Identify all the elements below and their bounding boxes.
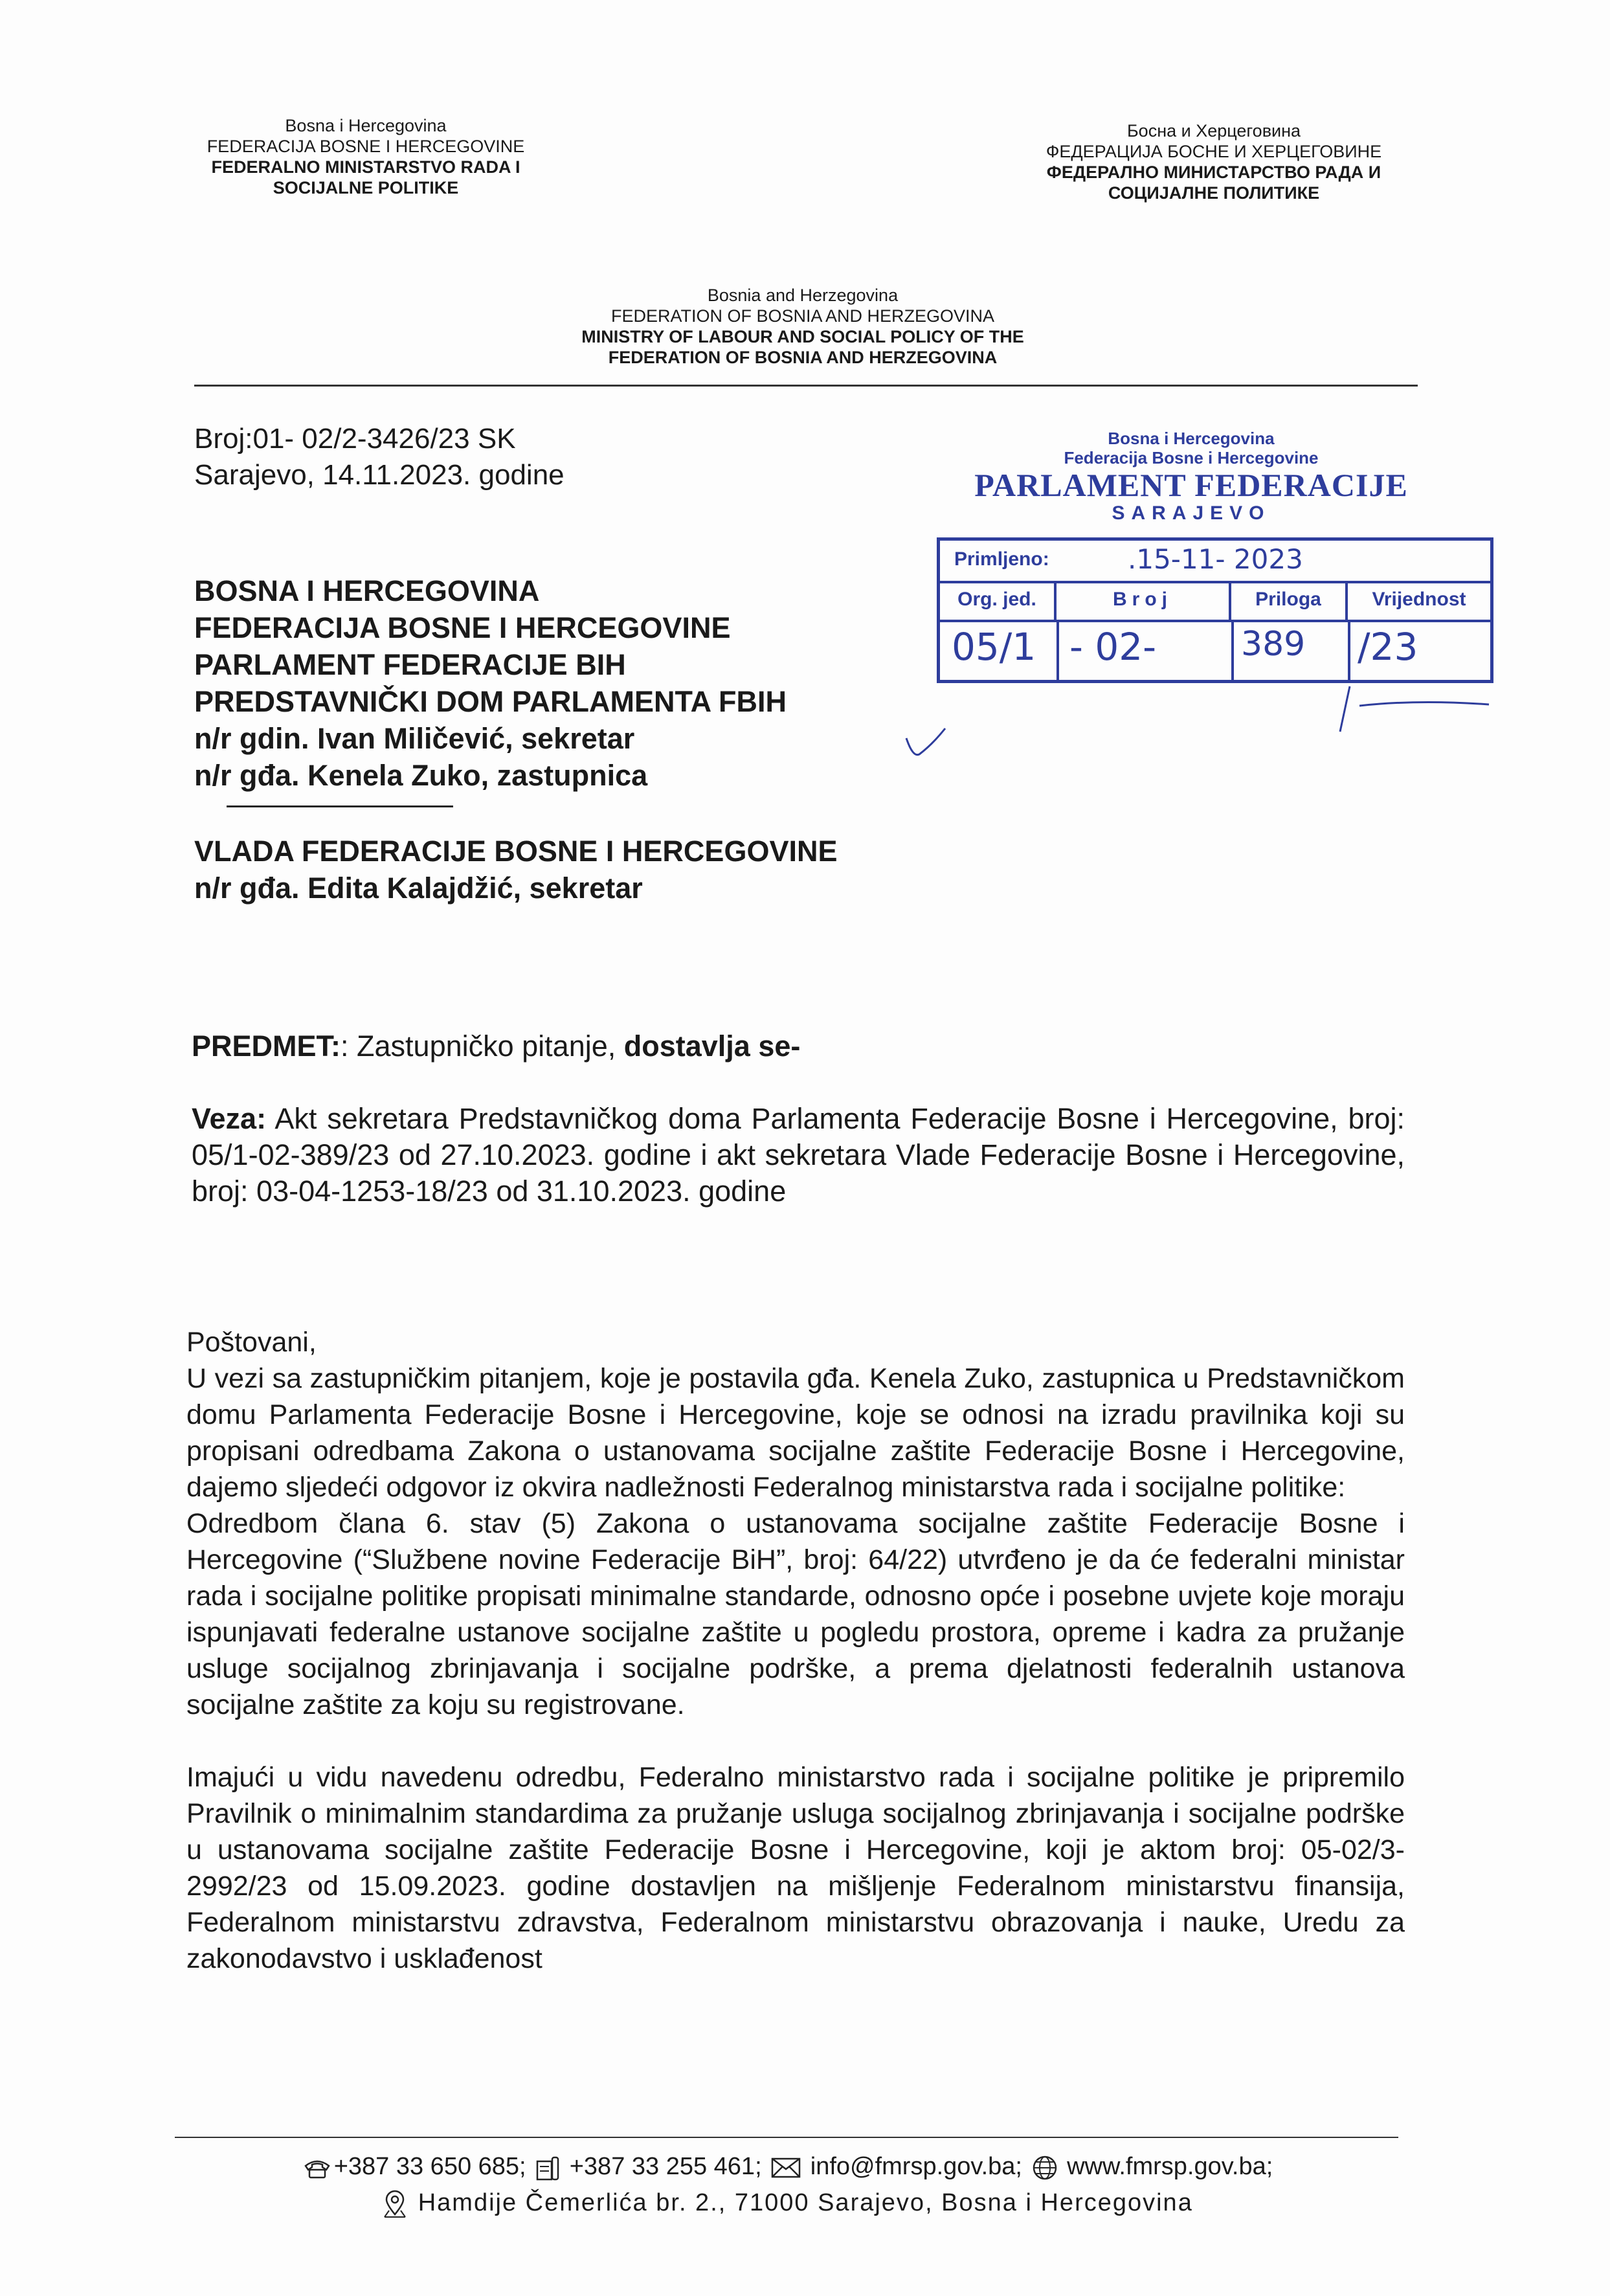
body-section (186, 1324, 1405, 1977)
footer-address: Hamdije Čemerlića br. 2., 71000 Sarajevo, Bosna i Hercegovina (410, 2189, 1193, 2216)
received-stamp-box (937, 537, 1493, 683)
subject-bold: dostavlja se- (623, 1030, 801, 1063)
header-left (165, 115, 566, 198)
stamp-divider (1231, 620, 1234, 680)
handwritten-underline (227, 805, 453, 807)
stamp-line-4: SARAJEVO (1112, 502, 1271, 524)
header-center-line-1: Bosnia and Herzegovina (707, 286, 899, 305)
stamp-col-vrijednost: Vrijednost (1372, 589, 1466, 610)
header-right-line-4: СОЦИЈАЛНЕ ПОЛИТИКЕ (1108, 183, 1320, 203)
stamp-value-vrijednost: /23 (1358, 625, 1418, 669)
stamp-header-row (940, 581, 1490, 622)
body-paragraph-2: Odredbom člana 6. stav (5) Zakona o ustanovama socijalne zaštite Federacije Bosne i Hercegovine (“Službene novine Federacije BiH”, broj: 64/22) utvrđeno je da će federalni ministar rada i socijalne politike propisati minimalne standarde, odnosno opće i posebne uvjete koje moraju ispunjavati federalne ustanove socijalne zaštite u pogledu prostora, opreme i kadra za pružanje usluge socijalnog zbrinjavanja i socijalne podrške, a prema djelatnosti federalnih ustanova socijalne zaštite za koju su registrovane. (186, 1508, 1405, 1720)
body-paragraph-1: U vezi sa zastupničkim pitanjem, koje je postavila gđa. Kenela Zuko, zastupnica u Predstavničkom domu Parlamenta Federacije Bosne i Hercegovine, koje se odnosi na izradu pravilnika koji su propisani odredbama Zakona o ustanovama socijalne zaštite Federacije Bosne i Hercegovine, dajemo sljedeći odgovor iz okvira nadležnosti Federalnog ministarstva rada i socijalne politike: (186, 1363, 1405, 1503)
header-left-line-3: FEDERALNO MINISTARSTVO RADA I (211, 157, 520, 177)
stamp-value-priloga: 389 (1241, 625, 1306, 664)
stamp-line-1: Bosna i Hercegovina (1108, 429, 1275, 448)
header-left-line-2: FEDERACIJA BOSNE I HERCEGOVINE (207, 137, 525, 156)
email-icon (771, 2157, 801, 2178)
header-right-line-2: ФЕДЕРАЦИЈА БОСНЕ И ХЕРЦЕГОВИНЕ (1045, 142, 1382, 161)
header-center-line-2: FEDERATION OF BOSNIA AND HERZEGOVINA (610, 306, 995, 326)
recipient-line: n/r gđa. Edita Kalajdžić, sekretar (194, 872, 643, 905)
document-meta (194, 421, 565, 493)
greeting: Poštovani, (186, 1327, 317, 1358)
footer-address-line (175, 2185, 1398, 2221)
reference-label: Veza: (192, 1102, 267, 1135)
recipient-line: BOSNA I HERCEGOVINA (194, 574, 540, 607)
header-center-line-4: FEDERATION OF BOSNIA AND HERZEGOVINA (608, 348, 998, 367)
stamp-line-3: PARLAMENT FEDERACIJE (974, 467, 1408, 503)
recipient-line: PREDSTAVNIČKI DOM PARLAMENTA FBIH (194, 685, 787, 718)
stamp-line-2: Federacija Bosne i Hercegovine (1064, 448, 1319, 467)
header-center (479, 285, 1126, 368)
header-right (1000, 120, 1427, 203)
stamp-divider (1057, 620, 1059, 680)
footer-fax: +387 33 255 461; (563, 2153, 762, 2180)
stamp-received-value: .15-11- 2023 (1128, 543, 1303, 575)
check-mark-icon (903, 725, 948, 764)
phone-icon (303, 2157, 331, 2179)
body-paragraph-3: Imajući u vidu navedenu odredbu, Federalno ministarstvo rada i socijalne politike je pripremilo Pravilnik o minimalnim standardima za pružanje usluga socijalnog zbrinjavanja i socijalne podrške u ustanovama socijalne zaštite Federacije Bosne i Hercegovine, koji je aktom broj: 05-02/3-2992/23 od 15.09.2023. godine dostavljen na mišljenje Federalnom ministarstvu finansija, Federalnom ministarstvu zdravstva, Federalnom ministarstvu obrazovanja i nauke, Uredu za zakonodavstvo i usklađenost (186, 1762, 1405, 1974)
footer-divider (175, 2137, 1398, 2138)
recipient-line: n/r gđa. Kenela Zuko, zastupnica (194, 759, 648, 792)
location-pin-icon (383, 2190, 407, 2218)
stamp-value-org: 05/1 (952, 625, 1036, 669)
footer (175, 2148, 1398, 2221)
reference-text: Akt sekretara Predstavničkog doma Parlamenta Federacije Bosne i Hercegovine, broj: 05/1-02-389/23 od 27.10.2023. godine i akt sekretara Vlade Federacije Bosne i Hercegovine, broj: 03-04-1253-18/23 od 31.10.2023. godine (192, 1102, 1405, 1208)
stamp-divider (1348, 620, 1350, 680)
subject-line (192, 1028, 1409, 1064)
recipient-line: PARLAMENT FEDERACIJE BIH (194, 648, 626, 681)
stamp-received-label: Primljeno: (954, 548, 1049, 570)
subject-label: PREDMET: (192, 1030, 341, 1063)
footer-website: www.fmrsp.gov.ba; (1060, 2153, 1273, 2180)
stamp-value-broj: - 02- (1069, 625, 1157, 669)
header-divider (194, 385, 1418, 387)
header-right-line-3: ФЕДЕРАЛНО МИНИСТАРСТВО РАДА И (1046, 163, 1381, 182)
received-stamp-title (913, 429, 1470, 524)
recipient-block-parliament (194, 572, 787, 794)
recipient-line: n/r gdin. Ivan Miličević, sekretar (194, 722, 635, 755)
recipient-line: FEDERACIJA BOSNE I HERCEGOVINE (194, 611, 731, 644)
header-left-line-1: Bosna i Hercegovina (285, 116, 447, 135)
stamp-col-broj: Broj (1057, 581, 1231, 620)
recipient-block-government (194, 833, 837, 906)
footer-email: info@fmrsp.gov.ba; (803, 2153, 1022, 2180)
subject-text: : Zastupničko pitanje, (341, 1030, 624, 1063)
fax-icon (535, 2155, 560, 2181)
reference-paragraph (192, 1101, 1405, 1210)
stamp-pen-stroke (1321, 680, 1502, 738)
header-center-line-3: MINISTRY OF LABOUR AND SOCIAL POLICY OF THE (581, 327, 1024, 346)
header-right-line-1: Босна и Херцеговина (1126, 121, 1301, 141)
document-date: Sarajevo, 14.11.2023. godine (194, 459, 565, 491)
footer-contacts (175, 2148, 1398, 2185)
recipient-line: VLADA FEDERACIJE BOSNE I HERCEGOVINE (194, 835, 838, 868)
stamp-received-row (940, 541, 1490, 583)
header-left-line-4: SOCIJALNE POLITIKE (273, 178, 459, 197)
stamp-col-org: Org. jed. (940, 581, 1057, 620)
globe-icon (1032, 2155, 1058, 2181)
document-number: Broj:01- 02/2-3426/23 SK (194, 423, 516, 455)
footer-phone: +387 33 650 685; (333, 2153, 526, 2180)
stamp-col-priloga: Priloga (1231, 581, 1348, 620)
